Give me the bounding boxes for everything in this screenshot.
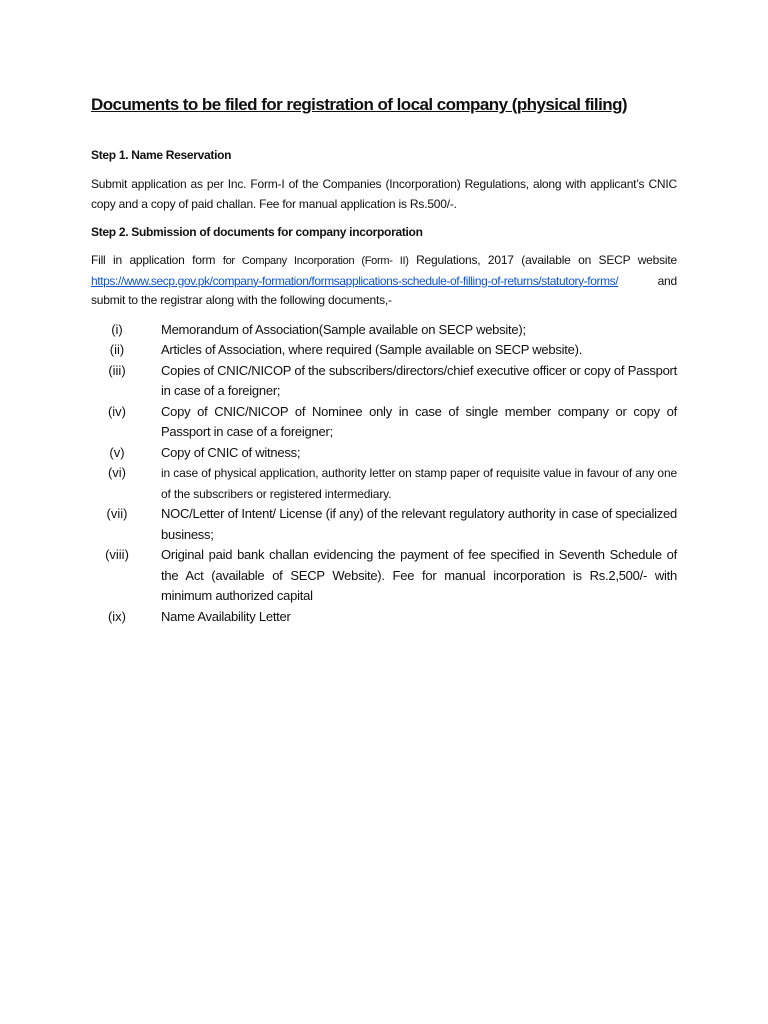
step1-paragraph	[91, 175, 677, 214]
list-item	[91, 340, 677, 361]
list-item-text: Name Availability Letter	[161, 608, 291, 624]
step1-heading: Step 1. Name Reservation	[91, 148, 232, 162]
step2-text-after-form: Regulations, 2017 (available on SECP website	[416, 253, 678, 267]
list-item-text: NOC/Letter of Intent/ License (if any) of the relevant regulatory authority in case of specialized business;	[161, 506, 677, 542]
list-item-text: Articles of Association, where required (Sample available on SECP website).	[161, 342, 583, 357]
list-item-text: Original paid bank challan evidencing the payment of fee specified in Seventh Schedule of the Act (available of SECP Website). Fee for manual incorporation is Rs.2,500/- with minimum authorized capital	[161, 547, 677, 603]
document-body	[91, 94, 677, 627]
list-item-number: (iii)	[108, 362, 126, 378]
list-item-number: (viii)	[105, 547, 129, 562]
step2-heading: Step 2. Submission of documents for company incorporation	[91, 225, 423, 239]
list-item-number: (ix)	[107, 608, 127, 624]
required-documents-list	[91, 320, 677, 628]
list-item-number: (i)	[111, 321, 123, 337]
list-item-number: (ii)	[109, 342, 125, 357]
step2-text-after-link: and submit to the registrar along with the following documents,-	[91, 273, 677, 307]
list-item-text: in case of physical application, authority letter on stamp paper of requisite value in favour of any one of the subscribers or registered intermediary.	[161, 466, 677, 501]
list-item	[91, 402, 677, 443]
document-title: Documents to be filed for registration of local company (physical filing)	[91, 95, 628, 114]
step1-text: Submit application as per Inc. Form-I of the Companies (Incorporation) Regulations, along with applicant’s CNIC copy and a copy of paid challan. Fee for manual application is Rs.500/-.	[91, 177, 677, 211]
list-item	[91, 607, 677, 628]
list-item-number: (vi)	[107, 465, 127, 480]
list-item	[91, 443, 677, 464]
step2-paragraph	[91, 251, 677, 311]
list-item-text: Copy of CNIC of witness;	[161, 444, 301, 460]
secp-forms-link[interactable]: https://www.secp.gov.pk/company-formation/formsapplications-schedule-of-filling-of-returns/statutory-forms/	[91, 273, 619, 288]
list-item-number: (v)	[109, 444, 125, 460]
list-item-text: Copy of CNIC/NICOP of Nominee only in case of single member company or copy of Passport in case of a foreigner;	[161, 403, 677, 439]
list-item	[91, 320, 677, 341]
step2-form-reference: for Company Incorporation (Form- II)	[222, 255, 409, 267]
list-item-text: Memorandum of Association(Sample available on SECP website);	[161, 321, 526, 337]
list-item	[91, 504, 677, 545]
list-item-number: (vii)	[106, 506, 128, 521]
list-item-text: Copies of CNIC/NICOP of the subscribers/directors/chief executive officer or copy of Passport in case of a foreigner;	[161, 362, 677, 398]
step2-text-before-form: Fill in application form	[91, 253, 216, 267]
list-item	[91, 361, 677, 402]
list-item	[91, 463, 677, 504]
list-item-number: (iv)	[107, 403, 127, 419]
list-item	[91, 545, 677, 607]
